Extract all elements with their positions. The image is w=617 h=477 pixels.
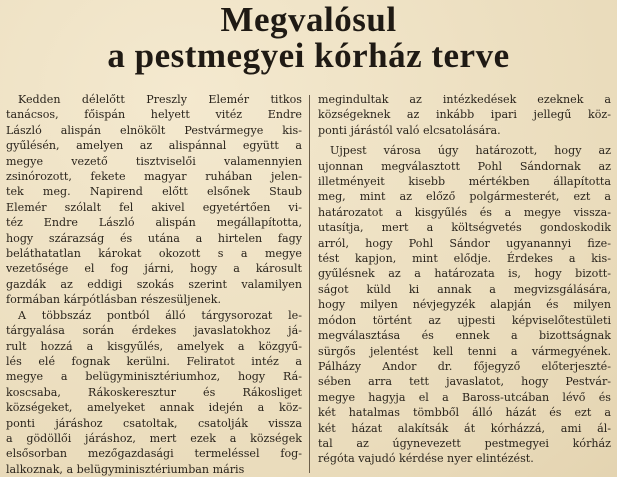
article-text-line: sürgős jelentést kell tenni a vármegyének. <box>318 344 611 358</box>
article-text-line: megválasztása és ennek a bizottságnak <box>318 329 611 343</box>
article-text-line: két hatalmas tömbből álló házát és ezt a <box>318 406 611 420</box>
article-right-column <box>318 92 611 475</box>
article-text-line: tek meg. Napirend előtt elsőnek Staub <box>6 185 302 199</box>
article-text-line: meg, mint az előző polgármesterét, ezt a <box>318 190 611 204</box>
article-text-line: utasítja, mert a költségvetés gondoskodik <box>318 221 611 235</box>
article-text-line: formában kárpótlásban részesüljenek. <box>6 293 222 307</box>
headline-line-2: a pestmegyei kórház terve <box>107 36 510 75</box>
article-text-line: megindultak az intézkedések ezeknek a <box>318 93 611 106</box>
article-text-line: ságot küld ki annak a megvizsgálására, <box>318 282 611 296</box>
article-text-line: beláthatatlan károkat okozott s a megye <box>6 247 302 261</box>
article-text-line: zsinórozott, fekete magyar ruhában jelen- <box>6 170 302 184</box>
headline <box>0 2 617 74</box>
article-text-line: két házat alakítsák át kórházzá, ami ál- <box>318 421 611 435</box>
article-text-line: gazdák az eddigi szokás szerint valamilyen <box>6 277 302 291</box>
article-text-line: Kedden délelőtt Preszly Elemér titkos <box>18 93 302 106</box>
article-left-column <box>6 92 302 475</box>
article-text-line: elsősorban mezőgazdasági termeléssel fog- <box>6 447 302 461</box>
article-text-line: A többszáz pontból álló tárgysorozat le- <box>18 308 302 322</box>
article-text-line: hogy milyen névjegyzék alapján és milyen <box>318 298 611 312</box>
article-text-line: megye vezető tisztviselői valamennyien <box>6 154 302 168</box>
article-text-line: László alispán elnökölt Pestvármegye kis- <box>6 123 302 137</box>
article-text-line: lés elé fognak kerülni. Feliratot intéz a <box>6 354 302 368</box>
article-text-line: téz Endre László alispán megállapította, <box>6 216 302 230</box>
article-text-line: vezetősége el fog járni, hogy a károsult <box>6 262 302 276</box>
article-text-line: ujonnan megválasztott Pohl Sándornak az <box>318 159 611 173</box>
article-text-line: tést kapjon, mint elődje. Érdekes a kis- <box>318 252 611 266</box>
article-text-line: a gödöllői járáshoz, mert ezek a községek <box>6 431 302 445</box>
article-text-line: határozatot a kisgyűlés és a megye vissza- <box>318 205 611 219</box>
article-text-line: lalkoznak, a belügyminisztériumban máris <box>6 462 245 476</box>
article-text-line: arról, hogy Pohl Sándor ugyanannyi fize- <box>318 236 611 250</box>
article-text-line: tal az úgynevezett pestmegyei kórház <box>318 436 611 450</box>
article-text-line: gyűlésnek az a határozata is, hogy bizott- <box>318 267 611 281</box>
article-text-line: tárgyalása során érdekes javaslatokhoz já- <box>6 324 302 338</box>
article-text-line: Pálházy Andor dr. főjegyző előterjeszté- <box>318 359 611 373</box>
article-text-line: községeknek az inkább ipari jellegű köz- <box>318 108 611 122</box>
article-text-line: tanácsos, főispán helyett vitéz Endre <box>6 108 302 122</box>
headline-line-1: Megvalósul <box>220 0 397 39</box>
article-text-line: megye a belügyminisztériumhoz, hogy Rá- <box>6 370 302 384</box>
article-text-line: gyűlésén, amelyen az alispánnal együtt a <box>6 139 302 153</box>
column-divider <box>309 95 310 473</box>
article-text-line: Elemér szólalt fel akivel egyetértően vi- <box>6 200 302 214</box>
article-text-line: ponti járáshoz csatoltak, csatolják vissza <box>6 416 302 430</box>
article-text-line: illetményeit kisebb mértékben állapította <box>318 175 611 189</box>
article-text-line: sében arra tett javaslatot, hogy Pestvár- <box>318 375 611 389</box>
article-text-line: régóta vajudó kérdése nyer elintézést. <box>318 452 534 466</box>
article-text-line: Ujpest városa úgy határozott, hogy az <box>330 144 611 158</box>
article-text-line: megye hagyja el a Baross-utcában lévő és <box>318 390 611 404</box>
article-text-line: rult hozzá a kisgyűlés, amelyek a közgyű- <box>6 339 302 353</box>
article-text-line: ponti járástól való elcsatolására. <box>318 123 501 137</box>
article-text-line: községeket, amelyeket annak idején a köz- <box>6 401 302 415</box>
article-text-line: hogy szárazság és utána a hirtelen fagy <box>6 231 302 245</box>
article-text-line: koscsaba, Rákoskeresztur és Rákosliget <box>6 385 302 399</box>
article-text-line: módon történt az ujpesti képviselőtestületi <box>318 313 611 327</box>
